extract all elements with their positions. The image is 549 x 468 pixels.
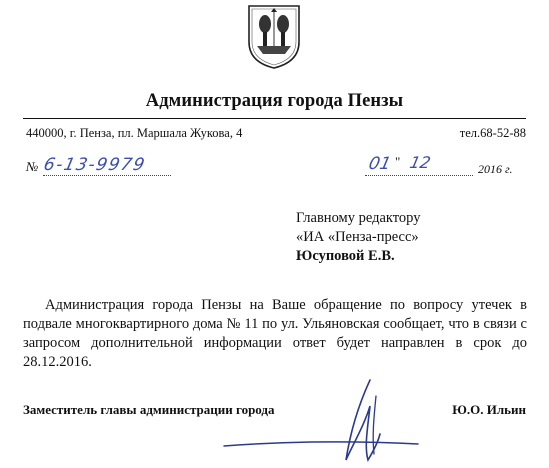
outgoing-number: 6-13-9979	[41, 155, 148, 175]
recipient-block	[296, 209, 420, 266]
number-line	[43, 175, 171, 176]
recipient-name: Юсуповой Е.В.	[296, 248, 395, 264]
date-day: 01	[366, 154, 393, 174]
signer-name: Ю.О. Ильин	[452, 402, 526, 417]
organization-phone: тел.68-52-88	[459, 126, 526, 140]
handwritten-signature-icon	[218, 376, 428, 468]
letter-body: Администрация города Пензы на Ваше обращение по вопросу утечек в подвале многоквартирного дома № 11 по ул. Ульяновская сообщает, что в связи с запросом дополнительной информации ответ будет направлен в срок до 28.12.2016.	[23, 297, 527, 370]
coat-of-arms-icon	[245, 2, 303, 70]
signer-position: Заместитель главы администрации города	[23, 402, 275, 417]
number-prefix: №	[26, 159, 39, 174]
header-divider	[23, 118, 526, 119]
recipient-line-1: Главному редактору	[296, 210, 421, 226]
organization-address: 440000, г. Пенза, пл. Маршала Жукова, 4	[26, 126, 243, 140]
recipient-line-2: «ИА «Пенза-пресс»	[296, 229, 419, 245]
date-month: 12	[407, 153, 433, 172]
organization-title: Администрация города Пензы	[145, 91, 404, 111]
date-quote-mark: "	[395, 154, 401, 169]
date-year: 2016 г.	[478, 162, 513, 176]
date-line	[365, 175, 473, 176]
